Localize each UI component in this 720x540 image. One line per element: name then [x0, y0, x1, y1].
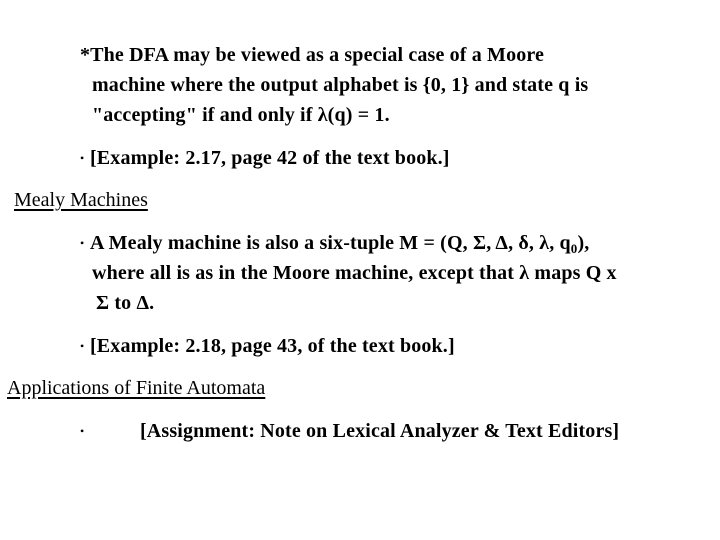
- q-subscript: 0: [570, 241, 578, 256]
- moore-note-line-1: *The DFA may be viewed as a special case of a Moore: [80, 44, 545, 66]
- applications-heading: Applications of Finite Automata: [7, 377, 266, 399]
- mealy-machines-heading: Mealy Machines: [14, 189, 148, 211]
- mealy-definition-line-1-text: A Mealy machine is also a six-tuple M = (Q, Σ, Δ, δ, λ, q: [90, 232, 571, 254]
- mealy-definition-line-2: where all is as in the Moore machine, except that λ maps Q x: [92, 262, 617, 284]
- bullet-icon: •: [80, 424, 85, 438]
- mealy-definition-line-3: Σ to Δ.: [96, 292, 155, 314]
- bullet-icon: •: [80, 236, 85, 250]
- bullet-icon: •: [80, 339, 85, 353]
- mealy-definition-line-1-end: ),: [577, 232, 590, 254]
- example-2-18-text: [Example: 2.18, page 43, of the text book.]: [90, 335, 455, 357]
- moore-note-line-3: "accepting" if and only if λ(q) = 1.: [92, 104, 390, 126]
- mealy-definition-line-1: [90, 231, 589, 255]
- moore-note-line-2: machine where the output alphabet is {0, 1} and state q is: [92, 74, 589, 96]
- example-2-17-text: [Example: 2.17, page 42 of the text book.]: [90, 147, 450, 169]
- bullet-icon: •: [80, 151, 85, 165]
- assignment-text: [Assignment: Note on Lexical Analyzer & Text Editors]: [140, 420, 620, 442]
